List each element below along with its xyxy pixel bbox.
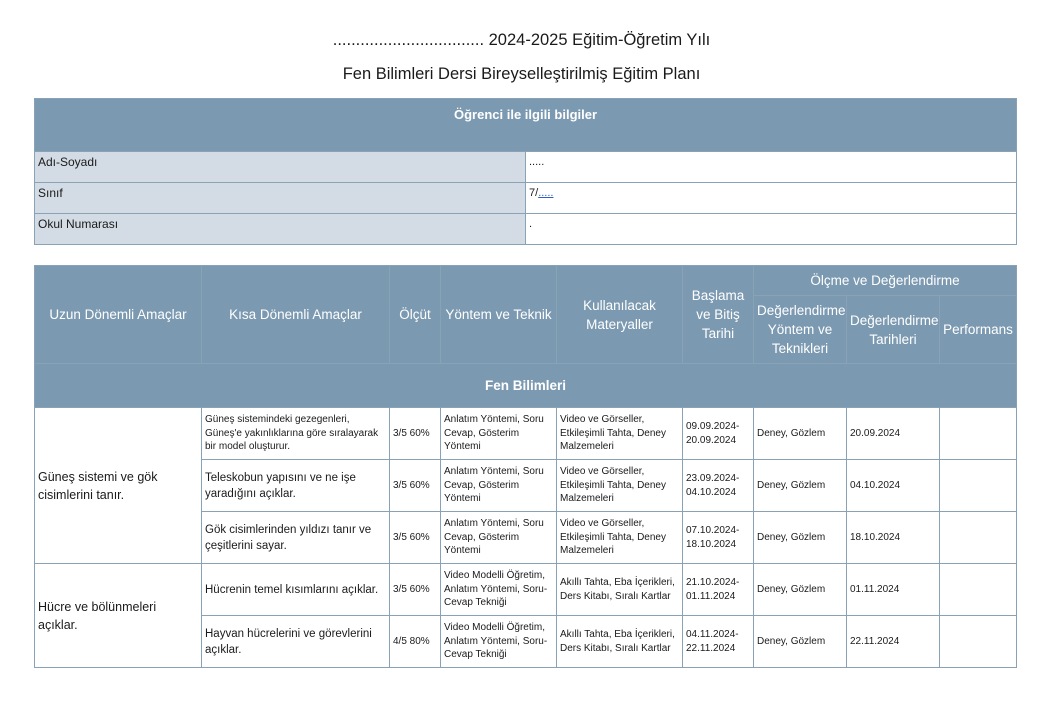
school-number-label: Okul Numarası — [35, 214, 526, 245]
assessment-method-cell: Deney, Gözlem — [754, 616, 847, 668]
assessment-method-cell: Deney, Gözlem — [754, 408, 847, 460]
class-value-link[interactable]: ..... — [538, 187, 554, 199]
student-info-table — [34, 98, 1017, 245]
name-value[interactable]: ..... — [526, 152, 1017, 183]
name-label: Adı-Soyadı — [35, 152, 526, 183]
year-line: ................................. 2024-2025 Eğitim-Öğretim Yılı — [332, 31, 711, 49]
student-info-heading: Öğrenci ile ilgili bilgiler — [35, 99, 1017, 152]
materials-cell: Akıllı Tahta, Eba İçerikleri, Ders Kitabı, Sıralı Kartlar — [557, 616, 683, 668]
performance-cell[interactable] — [940, 460, 1017, 512]
long-term-goal: Hücre ve bölünmeleri açıklar. — [35, 564, 202, 668]
class-value-prefix: 7/ — [529, 187, 539, 199]
short-term-goal: Güneş sistemindeki gezegenleri, Güneş'e yakınlıklarına göre sıralayarak bir model oluşturur. — [202, 408, 390, 460]
short-term-goal: Teleskobun yapısını ve ne işe yaradığını açıklar. — [202, 460, 390, 512]
section-title: Fen Bilimleri — [35, 364, 1017, 408]
class-label: Sınıf — [35, 183, 526, 214]
header-materials: Kullanılacak Materyaller — [557, 266, 683, 364]
method-cell: Anlatım Yöntemi, Soru Cevap, Gösterim Yöntemi — [441, 512, 557, 564]
performance-cell[interactable] — [940, 512, 1017, 564]
long-term-goal: Güneş sistemi ve gök cisimlerini tanır. — [35, 408, 202, 564]
materials-cell: Video ve Görseller, Etkileşimli Tahta, Deney Malzemeleri — [557, 408, 683, 460]
dates-cell: 21.10.2024-01.11.2024 — [683, 564, 754, 616]
table-row — [35, 408, 1017, 460]
header-assessment-dates: Değerlendirme Tarihleri — [847, 296, 940, 364]
method-cell: Video Modelli Öğretim, Anlatım Yöntemi, Soru-Cevap Tekniği — [441, 616, 557, 668]
dates-cell: 04.11.2024-22.11.2024 — [683, 616, 754, 668]
header-criterion: Ölçüt — [390, 266, 441, 364]
dates-cell: 23.09.2024-04.10.2024 — [683, 460, 754, 512]
class-value[interactable] — [526, 183, 1017, 214]
short-term-goal: Gök cisimlerinden yıldızı tanır ve çeşitlerini sayar. — [202, 512, 390, 564]
criterion-cell: 3/5 60% — [390, 512, 441, 564]
school-number-value[interactable]: . — [526, 214, 1017, 245]
performance-cell[interactable] — [940, 564, 1017, 616]
header-long-term: Uzun Dönemli Amaçlar — [35, 266, 202, 364]
header-short-term: Kısa Dönemli Amaçlar — [202, 266, 390, 364]
header-method: Yöntem ve Teknik — [441, 266, 557, 364]
performance-cell[interactable] — [940, 616, 1017, 668]
criterion-cell: 3/5 60% — [390, 408, 441, 460]
dates-cell: 07.10.2024-18.10.2024 — [683, 512, 754, 564]
header-performance: Performans — [940, 296, 1017, 364]
short-term-goal: Hayvan hücrelerini ve görevlerini açıklar. — [202, 616, 390, 668]
method-cell: Anlatım Yöntemi, Soru Cevap, Gösterim Yöntemi — [441, 460, 557, 512]
assessment-date-cell: 22.11.2024 — [847, 616, 940, 668]
assessment-date-cell: 04.10.2024 — [847, 460, 940, 512]
criterion-cell: 3/5 60% — [390, 460, 441, 512]
materials-cell: Video ve Görseller, Etkileşimli Tahta, Deney Malzemeleri — [557, 512, 683, 564]
table-row — [35, 564, 1017, 616]
dates-cell: 09.09.2024-20.09.2024 — [683, 408, 754, 460]
method-cell: Video Modelli Öğretim, Anlatım Yöntemi, Soru-Cevap Tekniği — [441, 564, 557, 616]
assessment-date-cell: 18.10.2024 — [847, 512, 940, 564]
header-dates: Başlama ve Bitiş Tarihi — [683, 266, 754, 364]
plan-title: Fen Bilimleri Dersi Bireyselleştirilmiş Eğitim Planı — [342, 65, 701, 83]
method-cell: Anlatım Yöntemi, Soru Cevap, Gösterim Yöntemi — [441, 408, 557, 460]
header-assessment: Ölçme ve Değerlendirme — [754, 266, 1017, 296]
performance-cell[interactable] — [940, 408, 1017, 460]
education-plan-table — [34, 265, 1017, 668]
short-term-goal: Hücrenin temel kısımlarını açıklar. — [202, 564, 390, 616]
criterion-cell: 4/5 80% — [390, 616, 441, 668]
assessment-method-cell: Deney, Gözlem — [754, 564, 847, 616]
materials-cell: Akıllı Tahta, Eba İçerikleri, Ders Kitabı, Sıralı Kartlar — [557, 564, 683, 616]
assessment-date-cell: 01.11.2024 — [847, 564, 940, 616]
assessment-method-cell: Deney, Gözlem — [754, 512, 847, 564]
assessment-method-cell: Deney, Gözlem — [754, 460, 847, 512]
assessment-date-cell: 20.09.2024 — [847, 408, 940, 460]
criterion-cell: 3/5 60% — [390, 564, 441, 616]
materials-cell: Video ve Görseller, Etkileşimli Tahta, Deney Malzemeleri — [557, 460, 683, 512]
header-assessment-method: Değerlendirme Yöntem ve Teknikleri — [754, 296, 847, 364]
